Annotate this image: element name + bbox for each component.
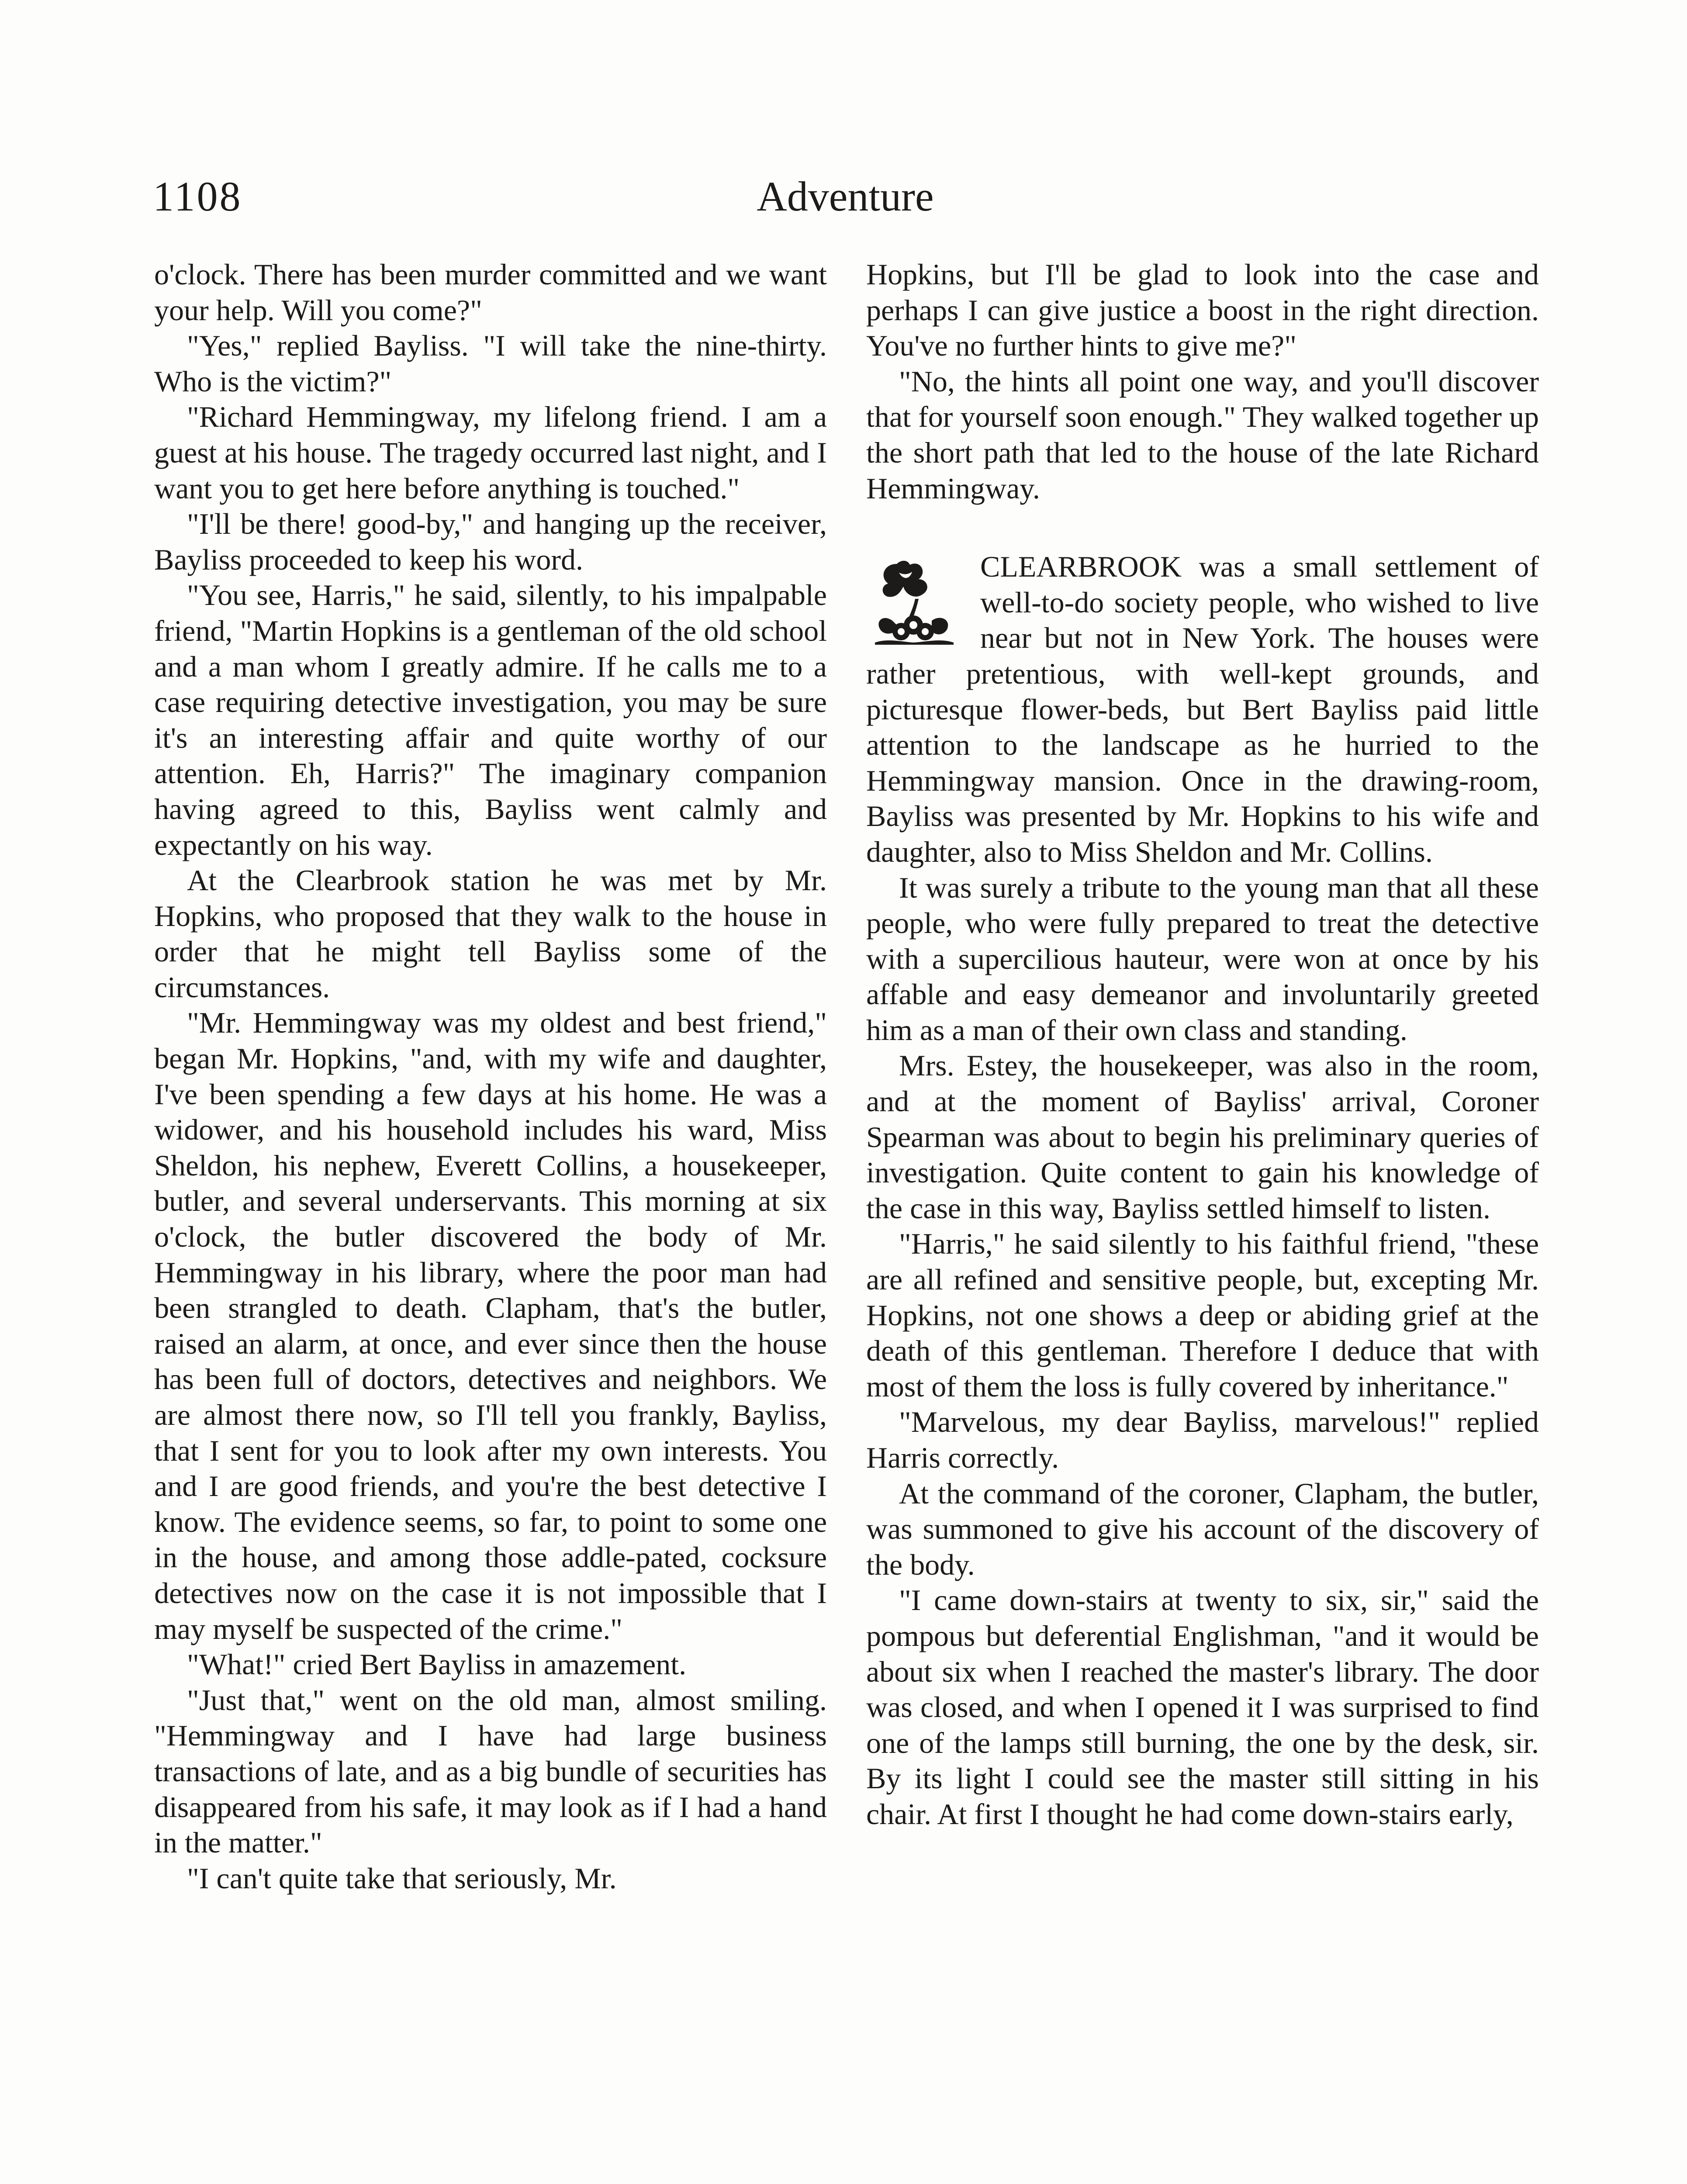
- paragraph: "You see, Harris," he said, silently, to his impalpable friend, "Martin Hopkins is a gentleman of the old school and a man whom I greatly admire. If he calls me to a case requiring detective investigation, you may be sure it's an interesting affair and quite worthy of our attention. Eh, Harris?" The imaginary companion having agreed to this, Bayliss went calmly and expectantly on his way.: [154, 578, 827, 861]
- section-break: [866, 506, 1539, 549]
- paragraph: "Just that," went on the old man, almost smiling. "Hemmingway and I have had large business transactions of late, and as a big bundle of securities has disappeared from his safe, it may look as if I had a hand in the matter.": [154, 1683, 827, 1859]
- paragraph: CLEARBROOK was a small settlement of well-to-do society people, who wished to live near but not in New York. The houses were rather pretentious, with well-kept grounds, and picturesque flower-beds, but Bert Bayliss paid little attention to the landscape as he hurried to the Hemmingway mansion. Once in the drawing-room, Bayliss was presented by Mr. Hopkins to his wife and daughter, also to Miss Sheldon and Mr. Collins.: [866, 550, 1539, 868]
- paragraph: At the command of the coroner, Clapham, the butler, was summoned to give his account of the discovery of the body.: [866, 1476, 1539, 1581]
- paragraph: "Harris," he said silently to his faithful friend, "these are all refined and sensitive people, but, excepting Mr. Hopkins, not one shows a deep or abiding grief at the death of this gentleman. Therefore I deduce that with most of them the loss is fully covered by inheritance.": [866, 1227, 1539, 1403]
- paragraph: "Marvelous, my dear Bayliss, marvelous!" replied Harris correctly.: [866, 1405, 1539, 1474]
- paragraph: "Mr. Hemmingway was my oldest and best friend," began Mr. Hopkins, "and, with my wife and daughter, I've been spending a few days at his home. He was a widower, and his household includes his ward, Miss Sheldon, his nephew, Everett Collins, a housekeeper, butler, and several underservants. This morning at six o'clock, the butler discovered the body of Mr. Hemmingway in his library, where the poor man had been strangled to death. Clapham, that's the butler, raised an alarm, at once, and ever since then the house has been full of doctors, detectives and neighbors. We are almost there now, so I'll tell you frankly, Bayliss, that I sent for you to look after my own interests. You and I are good friends, and you're the best detective I know. The evidence seems, so far, to point to some one in the house, and among those addle-pated, cocksure detectives now on the case it is not impossible that I may myself be suspected of the crime.": [154, 1006, 827, 1645]
- page-number: 1108: [153, 173, 242, 220]
- paragraph: Mrs. Estey, the housekeeper, was also in the room, and at the moment of Bayliss' arrival, Coroner Spearman was about to begin his preliminary queries of investigation. Quite content to gain his knowledge of the case in this way, Bayliss settled himself to listen.: [866, 1049, 1539, 1225]
- paragraph: "Yes," replied Bayliss. "I will take the nine-thirty. Who is the victim?": [154, 329, 827, 398]
- paragraph: At the Clearbrook station he was met by Mr. Hopkins, who proposed that they walk to the house in order that he might tell Bayliss some of the circumstances.: [154, 864, 827, 1004]
- right-column: [866, 257, 1539, 2184]
- paragraph: o'clock. There has been murder committed and we want your help. Will you come?": [154, 258, 827, 327]
- paragraph: It was surely a tribute to the young man that all these people, who were fully prepared to treat the detective with a supercilious hauteur, were won at once by his affable and easy demeanor and involuntarily greeted him as a man of their own class and standing.: [866, 871, 1539, 1047]
- floral-ornament-icon: [866, 555, 969, 649]
- running-title: Adventure: [757, 173, 934, 220]
- paragraph: "No, the hints all point one way, and you'll discover that for yourself soon enough." They walked together up the short path that led to the house of the late Richard Hemmingway.: [866, 364, 1539, 505]
- paragraph: "What!" cried Bert Bayliss in amazement.: [187, 1648, 687, 1681]
- paragraph: "I can't quite take that seriously, Mr.: [187, 1861, 617, 1895]
- paragraph: "I came down-stairs at twenty to six, sir," said the pompous but deferential Englishman, "and it would be about six when I reached the master's library. The door was closed, and when I opened it I was surprised to find one of the lamps still burning, the one by the desk, sir. By its light I could see the master still sitting in his chair. At first I thought he had come down-stairs early,: [866, 1583, 1539, 1831]
- paragraph: "Richard Hemmingway, my lifelong friend. I am a guest at his house. The tragedy occurred last night, and I want you to get here before anything is touched.": [154, 400, 827, 505]
- paragraph: "I'll be there! good-by," and hanging up the receiver, Bayliss proceeded to keep his word.: [154, 507, 827, 576]
- page-header: [153, 168, 1538, 225]
- left-column: [154, 257, 827, 2184]
- paragraph: Hopkins, but I'll be glad to look into the case and perhaps I can give justice a boost in the right direction. You've no further hints to give me?": [866, 258, 1539, 363]
